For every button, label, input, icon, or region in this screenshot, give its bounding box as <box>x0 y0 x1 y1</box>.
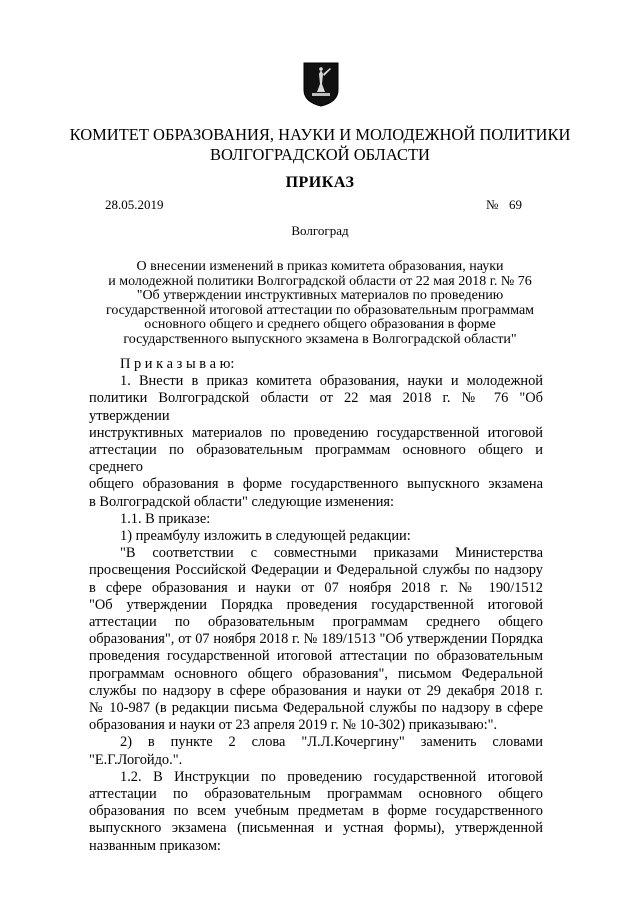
document-date: 28.05.2019 <box>105 197 164 212</box>
document-title: ПРИКАЗ <box>285 174 355 191</box>
coat-of-arms-emblem <box>303 62 339 107</box>
subject-line: О внесении изменений в приказ комитета образования, науки <box>136 259 504 274</box>
quote-line: № 10-987 (в редакции письма Федеральной службы по надзору в сфере <box>89 700 543 717</box>
document-subject <box>0 260 640 347</box>
paragraph-line: в Волгоградской области" следующие изменения: <box>89 493 395 510</box>
document-number-label: № <box>486 197 499 212</box>
quote-line: образования", от 07 ноября 2018 г. № 189/1513 "Об утверждении Порядка <box>89 631 543 648</box>
quote-line: образования и науки от 23 апреля 2019 г. № 10-302) приказываю:". <box>89 717 498 734</box>
quote-line: программам основного общего образования", письмом Федеральной <box>89 665 543 682</box>
paragraph-line: 1) преамбулу изложить в следующей редакции: <box>120 528 411 545</box>
paragraph-line: 1.1. В приказе: <box>120 510 211 527</box>
paragraph-line: аттестации по образовательным программам основного общего и среднего <box>89 442 543 476</box>
quote-line: "В соответствии с совместными приказами Министерства <box>120 545 543 562</box>
org-name-line-1: КОМИТЕТ ОБРАЗОВАНИЯ, НАУКИ И МОЛОДЕЖНОЙ ПОЛИТИКИ <box>69 125 571 144</box>
paragraph-line: 2) в пункте 2 слова "Л.Л.Кочергину" заменить словами <box>120 734 543 751</box>
paragraph-line: выпускного экзамена (письменная и устная формы), утвержденной <box>89 820 543 837</box>
document-number: 69 <box>509 197 522 212</box>
subject-line: "Об утверждении инструктивных материалов по проведению <box>136 288 504 303</box>
quote-line: проведения государственной итоговой аттестации по образовательным <box>89 648 543 665</box>
paragraph-line: политики Волгоградской области от 22 мая 2018 г. № 76 "Об утверждении <box>89 390 543 424</box>
paragraph-line: аттестации по образовательным программам основного общего <box>89 786 543 803</box>
paragraph-line: общего образования в форме государственного выпускного экзамена <box>89 476 543 493</box>
paragraph-line: образования по всем учебным предметам в форме государственного <box>89 803 543 820</box>
quote-line: службы по надзору в сфере образования и науки от 29 декабря 2018 г. <box>89 682 543 699</box>
paragraph-line: названным приказом: <box>89 837 221 854</box>
order-word: П р и к а з ы в а ю: <box>120 356 235 372</box>
quote-line: в сфере образования и науки от 07 ноября 2018 г. № 190/1512 <box>89 579 543 596</box>
paragraph-line: 1.2. В Инструкции по проведению государственной итоговой <box>120 768 543 785</box>
quote-line: аттестации по образовательным программам среднего общего <box>89 614 543 631</box>
paragraph-line: "Е.Г.Логойдо.". <box>89 751 183 768</box>
document-body <box>89 356 543 855</box>
document-city: Волгоград <box>291 223 349 238</box>
paragraph-line: инструктивных материалов по проведению государственной итоговой <box>89 424 543 441</box>
subject-line: государственной итоговой аттестации по образовательным программам <box>105 302 535 318</box>
subject-line: и молодежной политики Волгоградской области от 22 мая 2018 г. № 76 <box>108 273 532 289</box>
subject-line: государственного выпускного экзамена в Волгоградской области" <box>123 331 517 347</box>
quote-line: "Об утверждении Порядка проведения государственной итоговой <box>89 596 543 613</box>
org-name-line-2: ВОЛГОГРАДСКОЙ ОБЛАСТИ <box>210 145 430 164</box>
subject-line: основного общего и среднего общего образования в форме <box>144 317 496 332</box>
quote-line: просвещения Российской Федерации и Федеральной службы по надзору <box>89 562 543 579</box>
paragraph-line: 1. Внести в приказ комитета образования, науки и молодежной <box>120 373 543 390</box>
